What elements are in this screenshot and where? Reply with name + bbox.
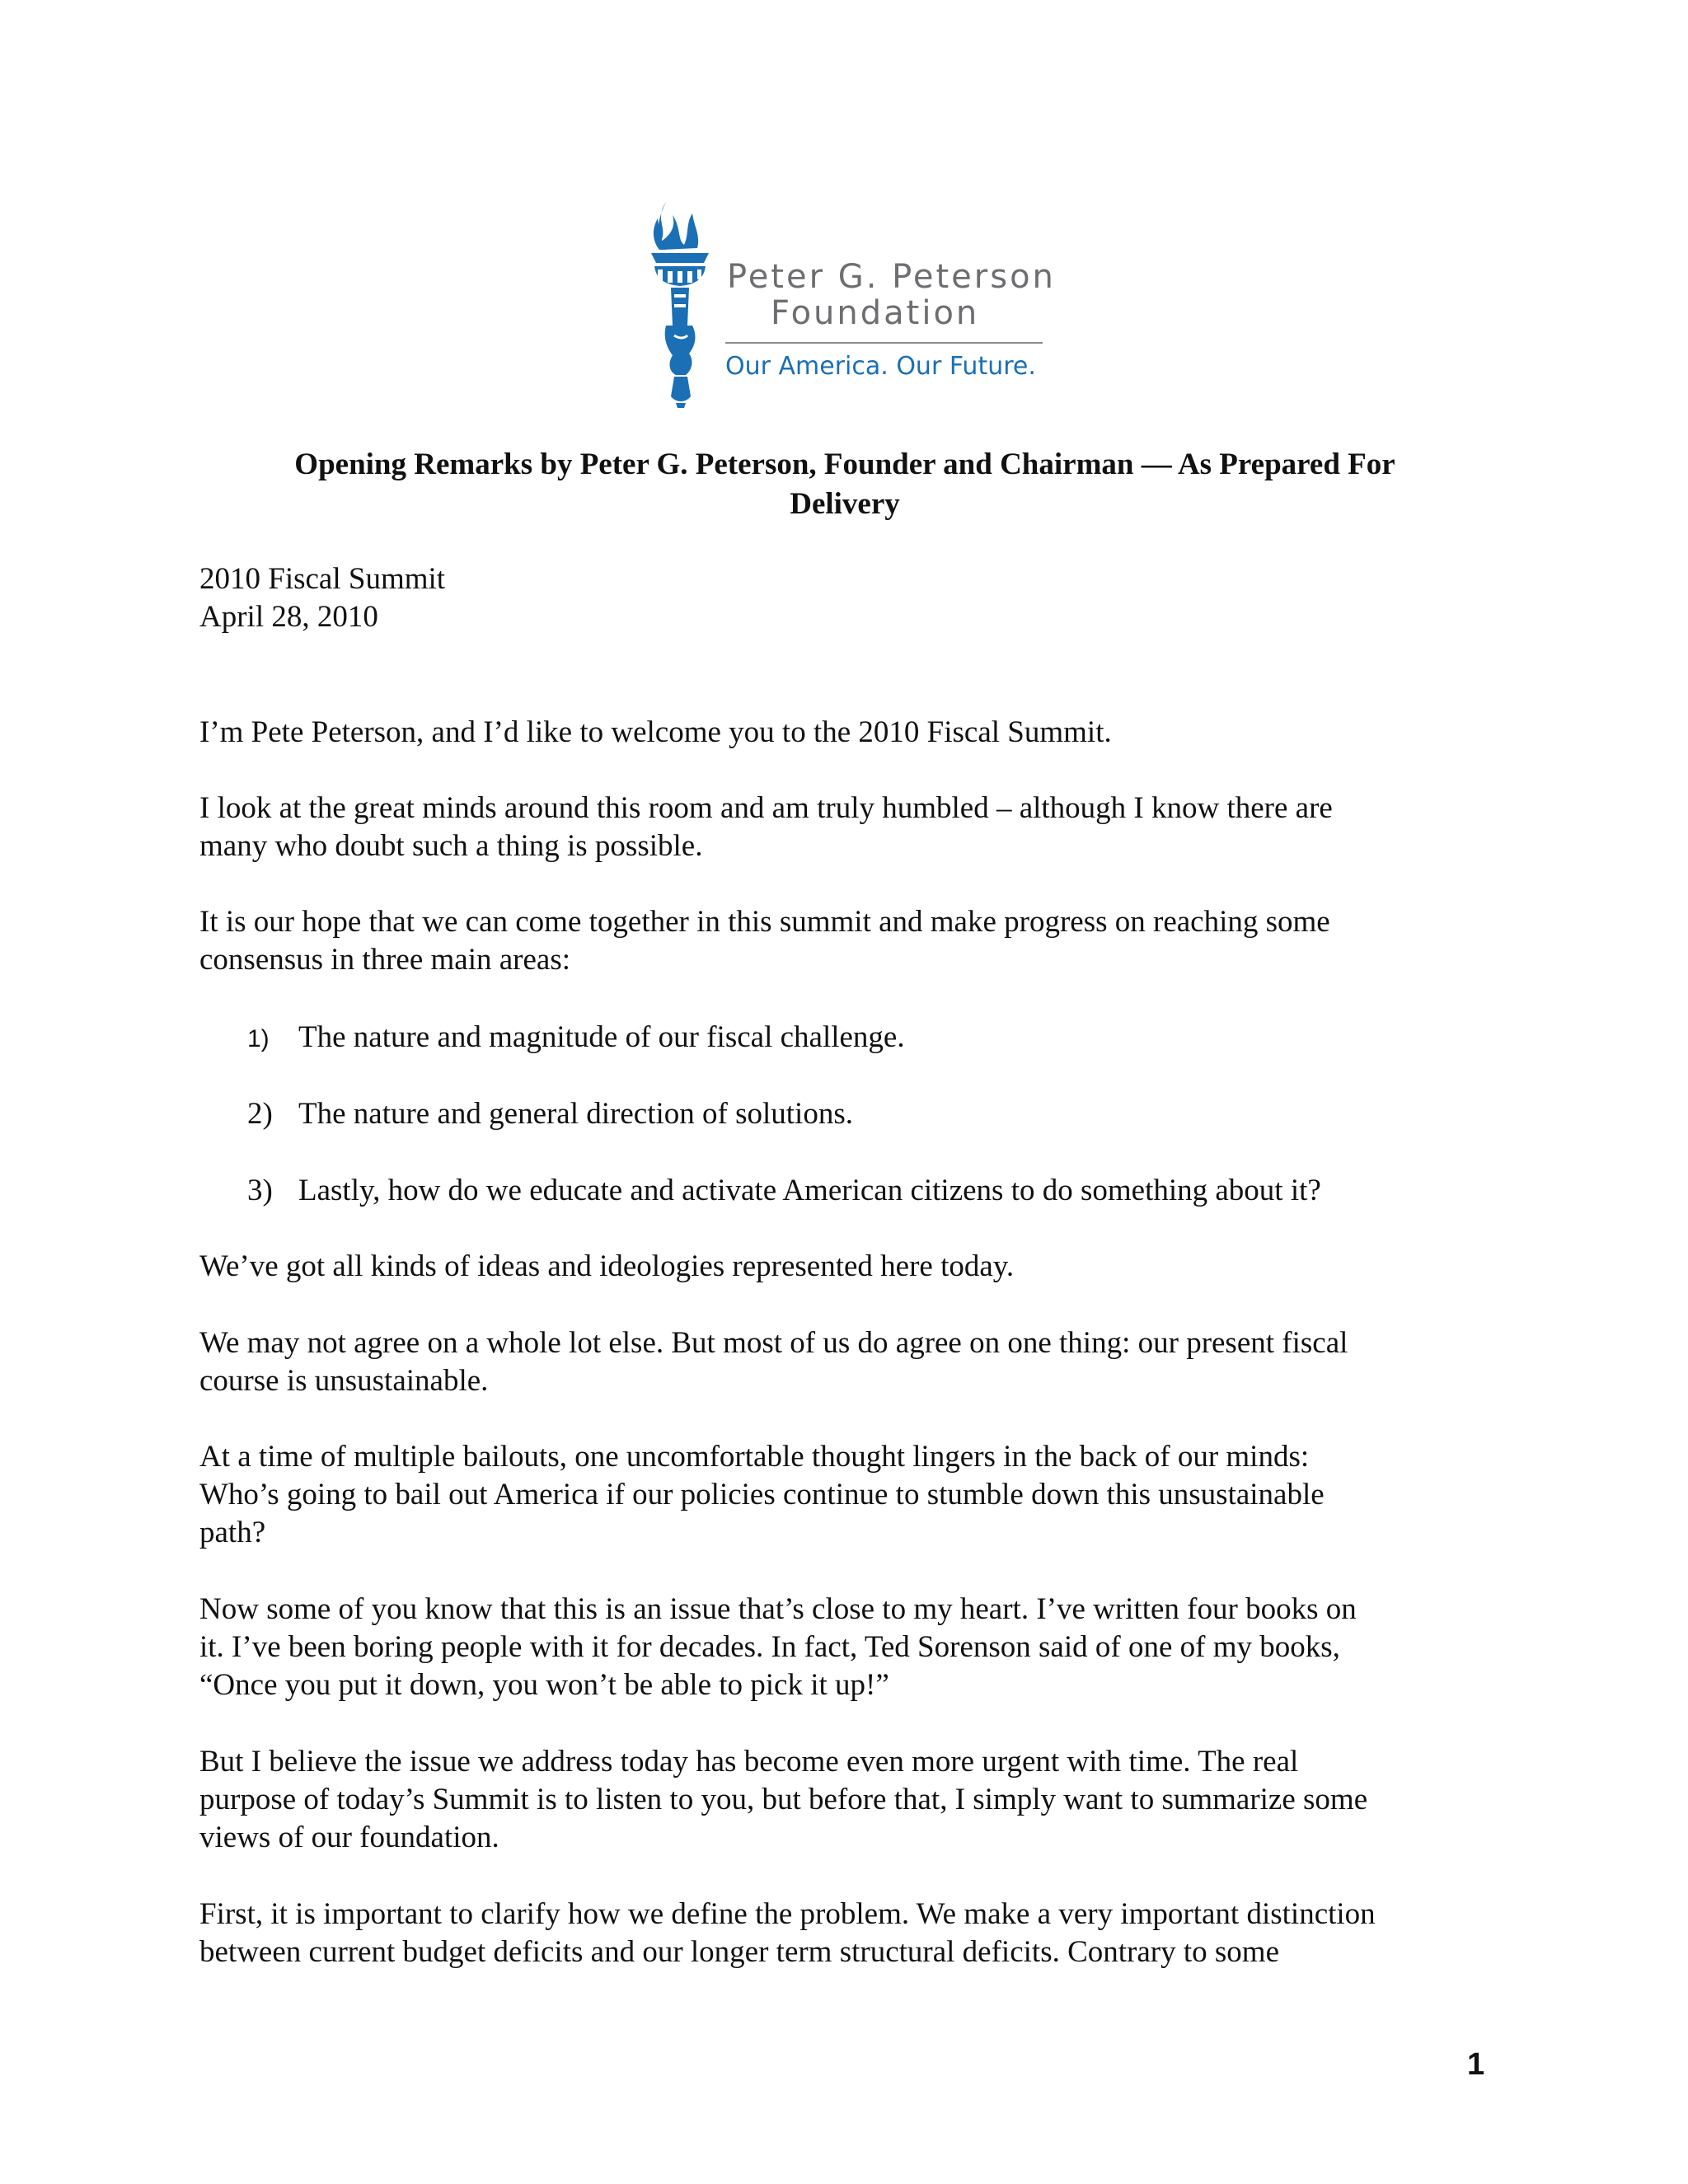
paragraph-line: “Once you put it down, you won’t be able to pick it up!” bbox=[199, 1668, 889, 1702]
paragraph-line: path? bbox=[199, 1516, 266, 1549]
paragraph-line: views of our foundation. bbox=[199, 1821, 499, 1854]
paragraph-line: between current budget deficits and our longer term structural deficits. Contrary to some bbox=[199, 1935, 1279, 1969]
paragraph-line: I’m Pete Peterson, and I’d like to welcome you to the 2010 Fiscal Summit. bbox=[199, 715, 1112, 749]
paragraph-line: First, it is important to clarify how we define the problem. We make a very important distinction bbox=[199, 1897, 1376, 1931]
paragraph bbox=[199, 1591, 1502, 1704]
paragraph bbox=[199, 714, 1502, 752]
paragraph-line: But I believe the issue we address today has become even more urgent with time. The real bbox=[199, 1745, 1299, 1779]
paragraph bbox=[199, 903, 1502, 979]
paragraph bbox=[199, 1438, 1502, 1552]
paragraph-line: purpose of today’s Summit is to listen to you, but before that, I simply want to summarize some bbox=[199, 1783, 1368, 1816]
list-text: The nature and general direction of solutions. bbox=[298, 1097, 853, 1131]
paragraph-line: It is our hope that we can come together in this summit and make progress on reaching some bbox=[199, 905, 1330, 939]
logo-name-line1: Peter G. Peterson bbox=[727, 258, 1056, 296]
document-title bbox=[198, 445, 1492, 524]
paragraph bbox=[199, 1743, 1502, 1857]
paragraph bbox=[199, 1248, 1502, 1286]
title-line: Delivery bbox=[790, 487, 900, 521]
list-text: The nature and magnitude of our fiscal challenge. bbox=[298, 1020, 905, 1054]
list-item bbox=[247, 1095, 853, 1133]
paragraph-line: I look at the great minds around this room and am truly humbled – although I know there are bbox=[199, 791, 1333, 825]
paragraph-line: course is unsustainable. bbox=[199, 1364, 489, 1398]
paragraph-line: it. I’ve been boring people with it for decades. In fact, Ted Sorenson said of one of my books, bbox=[199, 1630, 1340, 1664]
paragraph-line: At a time of multiple bailouts, one uncomfortable thought lingers in the back of our minds: bbox=[199, 1440, 1310, 1474]
list-number: 1) bbox=[247, 1025, 270, 1052]
foundation-logo bbox=[643, 202, 1055, 408]
paragraph-line: many who doubt such a thing is possible. bbox=[199, 829, 703, 863]
paragraph-line: We’ve got all kinds of ideas and ideologies represented here today. bbox=[199, 1249, 1015, 1283]
event-name: 2010 Fiscal Summit bbox=[199, 562, 446, 596]
logo-divider bbox=[725, 342, 1043, 344]
paragraph-line: Now some of you know that this is an issue that’s close to my heart. I’ve written four books on bbox=[199, 1592, 1357, 1626]
torch-icon bbox=[643, 202, 717, 408]
event-date: April 28, 2010 bbox=[199, 600, 378, 634]
list-number: 3) bbox=[247, 1174, 273, 1207]
event-info bbox=[199, 560, 1502, 636]
logo-tagline: Our America. Our Future. bbox=[725, 352, 1036, 381]
paragraph-line: We may not agree on a whole lot else. But most of us do agree on one thing: our present fiscal bbox=[199, 1326, 1348, 1360]
list-item bbox=[247, 1019, 905, 1058]
paragraph bbox=[199, 1324, 1502, 1400]
paragraph-line: consensus in three main areas: bbox=[199, 943, 571, 977]
paragraph bbox=[199, 1896, 1502, 1971]
paragraph bbox=[199, 790, 1502, 865]
list-number: 2) bbox=[247, 1097, 273, 1131]
page-number: 1 bbox=[1467, 2047, 1485, 2082]
list-item bbox=[247, 1172, 1321, 1210]
paragraph-line: Who’s going to bail out America if our policies continue to stumble down this unsustainable bbox=[199, 1478, 1325, 1511]
list-text: Lastly, how do we educate and activate American citizens to do something about it? bbox=[298, 1174, 1321, 1207]
logo-name-line2: Foundation bbox=[771, 294, 980, 332]
title-line: Opening Remarks by Peter G. Peterson, Founder and Chairman — As Prepared For bbox=[294, 448, 1395, 481]
